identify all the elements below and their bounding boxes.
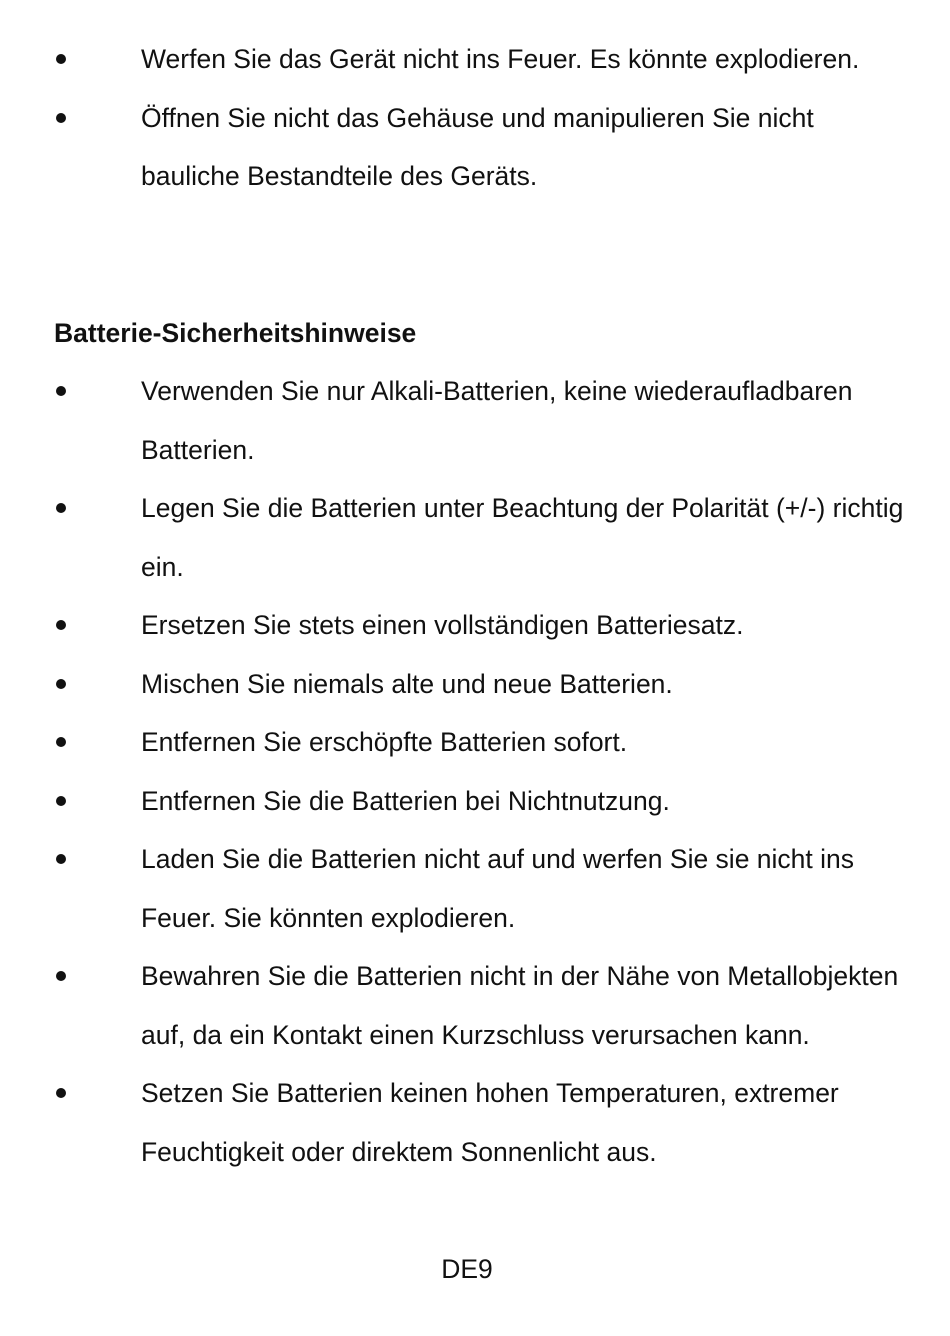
list-item <box>54 596 904 655</box>
list-item-text: Setzen Sie Batterien keinen hohen Temperaturen, extremer Feuchtigkeit oder direktem Sonnenlicht aus. <box>141 1078 839 1167</box>
list-item <box>54 30 904 89</box>
list-item-text: Legen Sie die Batterien unter Beachtung der Polarität (+/-) richtig ein. <box>141 493 904 582</box>
bullet-icon <box>56 679 66 689</box>
list-item-text: Ersetzen Sie stets einen vollständigen Batteriesatz. <box>141 610 744 640</box>
list-item-text: Öffnen Sie nicht das Gehäuse und manipulieren Sie nicht bauliche Bestandteile des Geräts. <box>141 102 814 191</box>
section-heading: Batterie-Sicherheitshinweise <box>54 318 417 348</box>
bullet-icon <box>56 54 66 64</box>
list-item <box>54 713 904 772</box>
list-item-text: Entfernen Sie erschöpfte Batterien sofort. <box>141 727 628 757</box>
bullet-icon <box>56 796 66 806</box>
list-item <box>54 655 904 714</box>
bullet-icon <box>56 113 66 123</box>
bullet-icon <box>56 971 66 981</box>
list-item-text: Mischen Sie niemals alte und neue Batterien. <box>141 668 673 699</box>
list-item <box>54 1064 904 1181</box>
list-item <box>54 830 904 947</box>
list-item <box>54 89 904 206</box>
bullet-icon <box>56 737 66 747</box>
bullet-icon <box>56 1088 66 1098</box>
bullet-icon <box>56 503 66 513</box>
list-item-text: Verwenden Sie nur Alkali-Batterien, keine wiederaufladbaren Batterien. <box>141 376 853 465</box>
list-item-text: Laden Sie die Batterien nicht auf und werfen Sie sie nicht ins Feuer. Sie könnten explodieren. <box>141 844 855 933</box>
list-item-text: Entfernen Sie die Batterien bei Nichtnutzung. <box>141 785 670 816</box>
list-item <box>54 947 904 1064</box>
bullet-icon <box>56 386 66 396</box>
list-item <box>54 479 904 596</box>
safety-list-battery <box>54 362 904 1181</box>
safety-list-device <box>54 30 904 206</box>
list-item <box>54 772 904 831</box>
list-item-text: Werfen Sie das Gerät nicht ins Feuer. Es könnte explodieren. <box>141 44 860 74</box>
list-item <box>54 362 904 479</box>
page-number: DE9 <box>441 1254 493 1284</box>
bullet-icon <box>56 854 66 864</box>
bullet-icon <box>56 620 66 630</box>
list-item-text: Bewahren Sie die Batterien nicht in der Nähe von Metallobjekten auf, da ein Kontakt einen Kurzschluss verursachen kann. <box>141 961 899 1050</box>
